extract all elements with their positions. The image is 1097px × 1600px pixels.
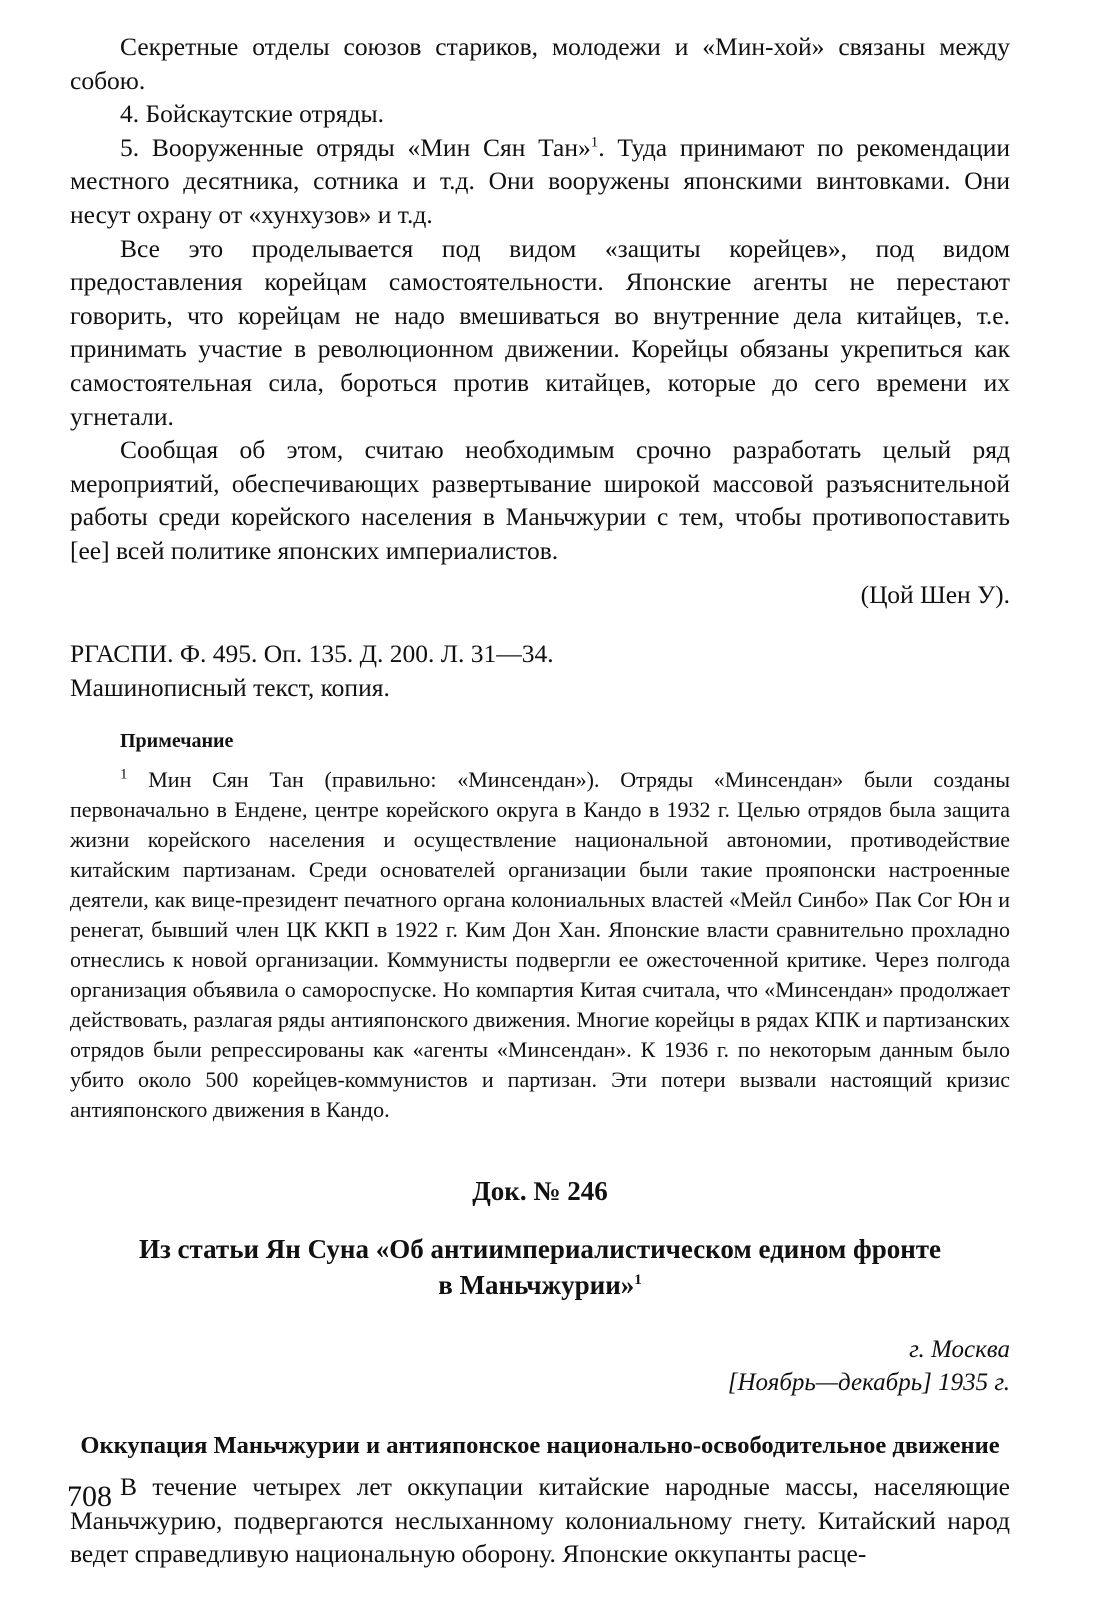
document-title-line-2-text: в Маньчжурии» xyxy=(438,1270,635,1301)
archive-source xyxy=(70,637,1010,705)
section-title: Оккупация Маньчжурии и антияпонское национально-освободительное движение xyxy=(80,1432,1000,1460)
paragraph-conclusion: Сообщая об этом, считаю необходимым срочно разработать целый ряд мероприятий, обеспечивающих развертывание широкой массовой разъяснительной работы среди корейского населения в Маньчжурии с тем, чтобы противопоставить [ее] всей политике японских империалистов. xyxy=(70,435,1010,565)
footnote-body: Мин Сян Тан (правильно: «Минсендан»). Отряды «Минсендан» были созданы первоначально в Ендене, центре корейского округа в Кандо в 1932 г. Целью отрядов была защита жизни корейского населения и осуществление национальной автономии, противодействие китайским партизанам. Среди основателей организации были такие прояпонски настроенные деятели, как вице-президент печатного органа колониальных властей «Мейл Синбо» Пак Сог Юн и ренегат, бывший член ЦК ККП в 1922 г. Ким Дон Хан. Японские власти сравнительно прохладно отнеслись к новой организации. Коммунисты подвергли ее ожесточенной критике. Через полгода организация объявила о самороспуске. Но компартия Китая считала, что «Минсендан» продолжает действовать, разлагая ряды антияпонского движения. Многие корейцы в рядах КПК и партизанских отрядов были репрессированы как «агенты «Минсендан». К 1936 г. по некоторым данным было убито около 500 корейцев-коммунистов и партизан. Эти потери вызвали настоящий кризис антияпонского движения в Кандо. xyxy=(70,767,1010,1123)
document-title xyxy=(70,1231,1010,1303)
archive-reference: РГАСПИ. Ф. 495. Оп. 135. Д. 200. Л. 31—34. xyxy=(70,639,554,669)
page-number: 708 xyxy=(67,1480,112,1513)
title-footnote-ref[interactable]: 1 xyxy=(634,1272,642,1289)
archive-text-type: Машинописный текст, копия. xyxy=(70,673,390,703)
paragraph-secret-departments: Секретные отделы союзов стариков, молодежи и «Мин-хой» связаны между собою. xyxy=(70,32,1010,95)
paragraph-armed-units xyxy=(70,131,1010,232)
footnote-ref-1[interactable]: 1 xyxy=(590,134,599,151)
section-paragraph: В течение четырех лет оккупации китайские народные массы, населяющие Маньчжурию, подвергаются неслыханному колониальному гнету. Китайский народ ведет справедливую национальную оборону. Японские оккупанты расце- xyxy=(70,1472,1010,1569)
document-title-line-1: Из статьи Ян Суна «Об антиимпериалистическом едином фронте xyxy=(138,1234,942,1265)
note-heading: Примечание xyxy=(120,730,234,753)
document-number: Док. № 246 xyxy=(472,1176,608,1207)
footnote-text xyxy=(70,765,1010,1125)
signature: (Цой Шен У). xyxy=(860,579,1010,609)
document-title-line-2 xyxy=(70,1267,1010,1303)
armed-units-text-rest: . Туда принимают по рекомендации местного десятника, сотника и т.д. Они вооружены японскими винтовками. Они несут охрану от «хунхузов» и т.д. xyxy=(70,132,1010,229)
document-date: [Ноябрь—декабрь] 1935 г. xyxy=(727,1369,1010,1397)
armed-units-text-start: 5. Вооруженные отряды «Мин Сян Тан» xyxy=(120,132,591,162)
paragraph-protection: Все это проделывается под видом «защиты корейцев», под видом предоставления корейцам самостоятельности. Японские агенты не перестают говорить, что корейцам не надо вмешиваться во внутренние дела китайцев, т.е. принимать участие в революционном движении. Корейцы обязаны укрепиться как самостоятельная сила, бороться против китайцев, которые до сего времени их угнетали. xyxy=(70,233,1010,431)
document-place: г. Москва xyxy=(909,1336,1010,1364)
document-place-date xyxy=(70,1333,1010,1399)
footnote-marker: 1 xyxy=(120,766,128,783)
paragraph-boy-scouts: 4. Бойскаутские отряды. xyxy=(120,99,384,129)
document-page xyxy=(70,30,1010,1571)
